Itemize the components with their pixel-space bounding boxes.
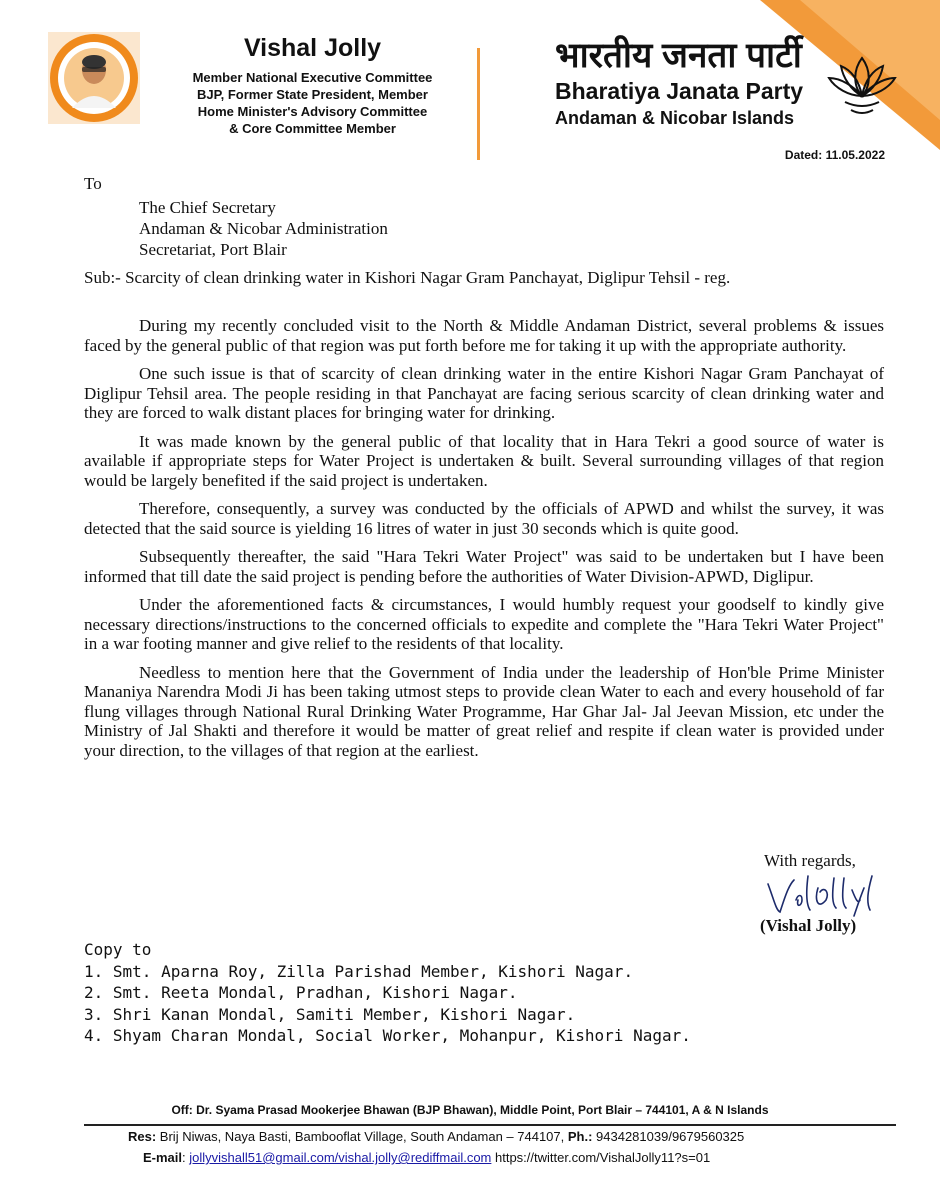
body-paragraph: Subsequently thereafter, the said "Hara Tekri Water Project" was said to be undertaken but I have been informed that till date the said project is pending before the authorities of Water Division-APWD, Diglipur. xyxy=(84,547,884,586)
header-divider xyxy=(477,48,480,160)
sender-title-line: & Core Committee Member xyxy=(229,121,396,136)
email-label: E-mail xyxy=(143,1150,183,1165)
copy-to-list xyxy=(84,961,691,1047)
recipient-address xyxy=(139,197,388,260)
twitter-link[interactable]: https://twitter.com/VishalJolly11?s=01 xyxy=(491,1150,711,1165)
phone-number: 9434281039/9679560325 xyxy=(592,1129,745,1144)
sender-title-line: BJP, Former State President, Member xyxy=(197,87,428,102)
signer-name: (Vishal Jolly) xyxy=(760,916,857,935)
to-label: To xyxy=(84,174,102,193)
email-separator: : xyxy=(182,1150,190,1165)
res-label: Res: xyxy=(128,1129,157,1144)
body-paragraph: Needless to mention here that the Government of India under the leadership of Hon'ble Prime Minister Mananiya Narendra Modi Ji has been taking utmost steps to provide clean Water to each and every household of far flung villages through National Rural Drinking Water Programme, Har Ghar Jal- Jal Jeevan Mission, etc under the Ministry of Jal Shakti and therefore it would be matter of great relief and respite if clean water is provided under your direction, to the villages of that region at the earliest. xyxy=(84,662,884,760)
body-paragraph: It was made known by the general public of that locality that in Hara Tekri a good source of water is available if appropriate steps for Water Project is undertaken & built. Several surrounding villages of that region would be largely benefited if the said project is undertaken. xyxy=(84,431,884,490)
residence-line xyxy=(128,1129,744,1144)
contact-line xyxy=(143,1150,710,1165)
letter-body xyxy=(84,316,884,769)
subject-line: Sub:- Scarcity of clean drinking water in Kishori Nagar Gram Panchayat, Diglipur Tehsil - reg. xyxy=(84,268,731,287)
list-item: 3. Shri Kanan Mondal, Samiti Member, Kishori Nagar. xyxy=(84,1004,576,1024)
copy-to-block xyxy=(84,939,691,1047)
body-paragraph: Therefore, consequently, a survey was conducted by the officials of APWD and whilst the survey, it was detected that the said source is yielding 16 litres of water in just 30 seconds which is quite good. xyxy=(84,499,884,538)
party-name: Bharatiya Janata Party xyxy=(555,78,804,104)
centenary-logo xyxy=(48,32,140,124)
sender-title-line: Home Minister's Advisory Committee xyxy=(197,104,428,119)
party-block xyxy=(555,34,825,129)
footer-rule xyxy=(84,1124,896,1126)
party-name-hindi: भारतीय जनता पार्टी xyxy=(555,36,802,75)
recipient-line: The Chief Secretary xyxy=(139,198,276,217)
email-link[interactable]: jollyvishall51@gmail.com/vishal.jolly@rediffmail.com xyxy=(189,1150,492,1165)
recipient-line: Secretariat, Port Blair xyxy=(139,240,287,259)
signature xyxy=(760,870,885,918)
list-item: 4. Shyam Charan Mondal, Social Worker, Mohanpur, Kishori Nagar. xyxy=(84,1026,691,1045)
sender-name: Vishal Jolly xyxy=(243,34,382,62)
recipient-line: Andaman & Nicobar Administration xyxy=(139,219,388,238)
res-text: Brij Niwas, Naya Basti, Bambooflat Village, South Andaman – 744107, xyxy=(156,1129,568,1144)
body-paragraph: During my recently concluded visit to the North & Middle Andaman District, several problems & issues faced by the general public of that region was put forth before me for taking it up with the appropriate authority. xyxy=(84,316,884,355)
list-item: 1. Smt. Aparna Roy, Zilla Parishad Member, Kishori Nagar. xyxy=(84,961,634,981)
closing: With regards, xyxy=(764,851,856,870)
body-paragraph: Under the aforementioned facts & circumstances, I would humbly request your goodself to kindly give necessary directions/instructions to the concerned officials to expedite and complete the "Hara Tekri Water Project" in a war footing manner and give relief to the residents of that locality. xyxy=(84,595,884,653)
copy-to-label: Copy to xyxy=(84,940,152,959)
body-paragraph: One such issue is that of scarcity of clean drinking water in the entire Kishori Nagar Gram Panchayat of Diglipur Tehsil area. The people residing in that Panchayat are facing serious scarcity of clean drinking water and they are forced to walk distant places for bringing water for drinking. xyxy=(84,364,884,422)
sender-title-line: Member National Executive Committee xyxy=(192,70,433,85)
lotus-icon xyxy=(823,50,901,120)
letter-date: Dated: 11.05.2022 xyxy=(784,148,885,162)
office-address: Off: Dr. Syama Prasad Mookerjee Bhawan (BJP Bhawan), Middle Point, Port Blair – 744101, A & N Islands xyxy=(171,1103,769,1117)
party-region: Andaman & Nicobar Islands xyxy=(555,108,795,128)
sender-block xyxy=(150,34,475,137)
phone-label: Ph.: xyxy=(567,1129,593,1144)
list-item: 2. Smt. Reeta Mondal, Pradhan, Kishori Nagar. xyxy=(84,983,518,1002)
